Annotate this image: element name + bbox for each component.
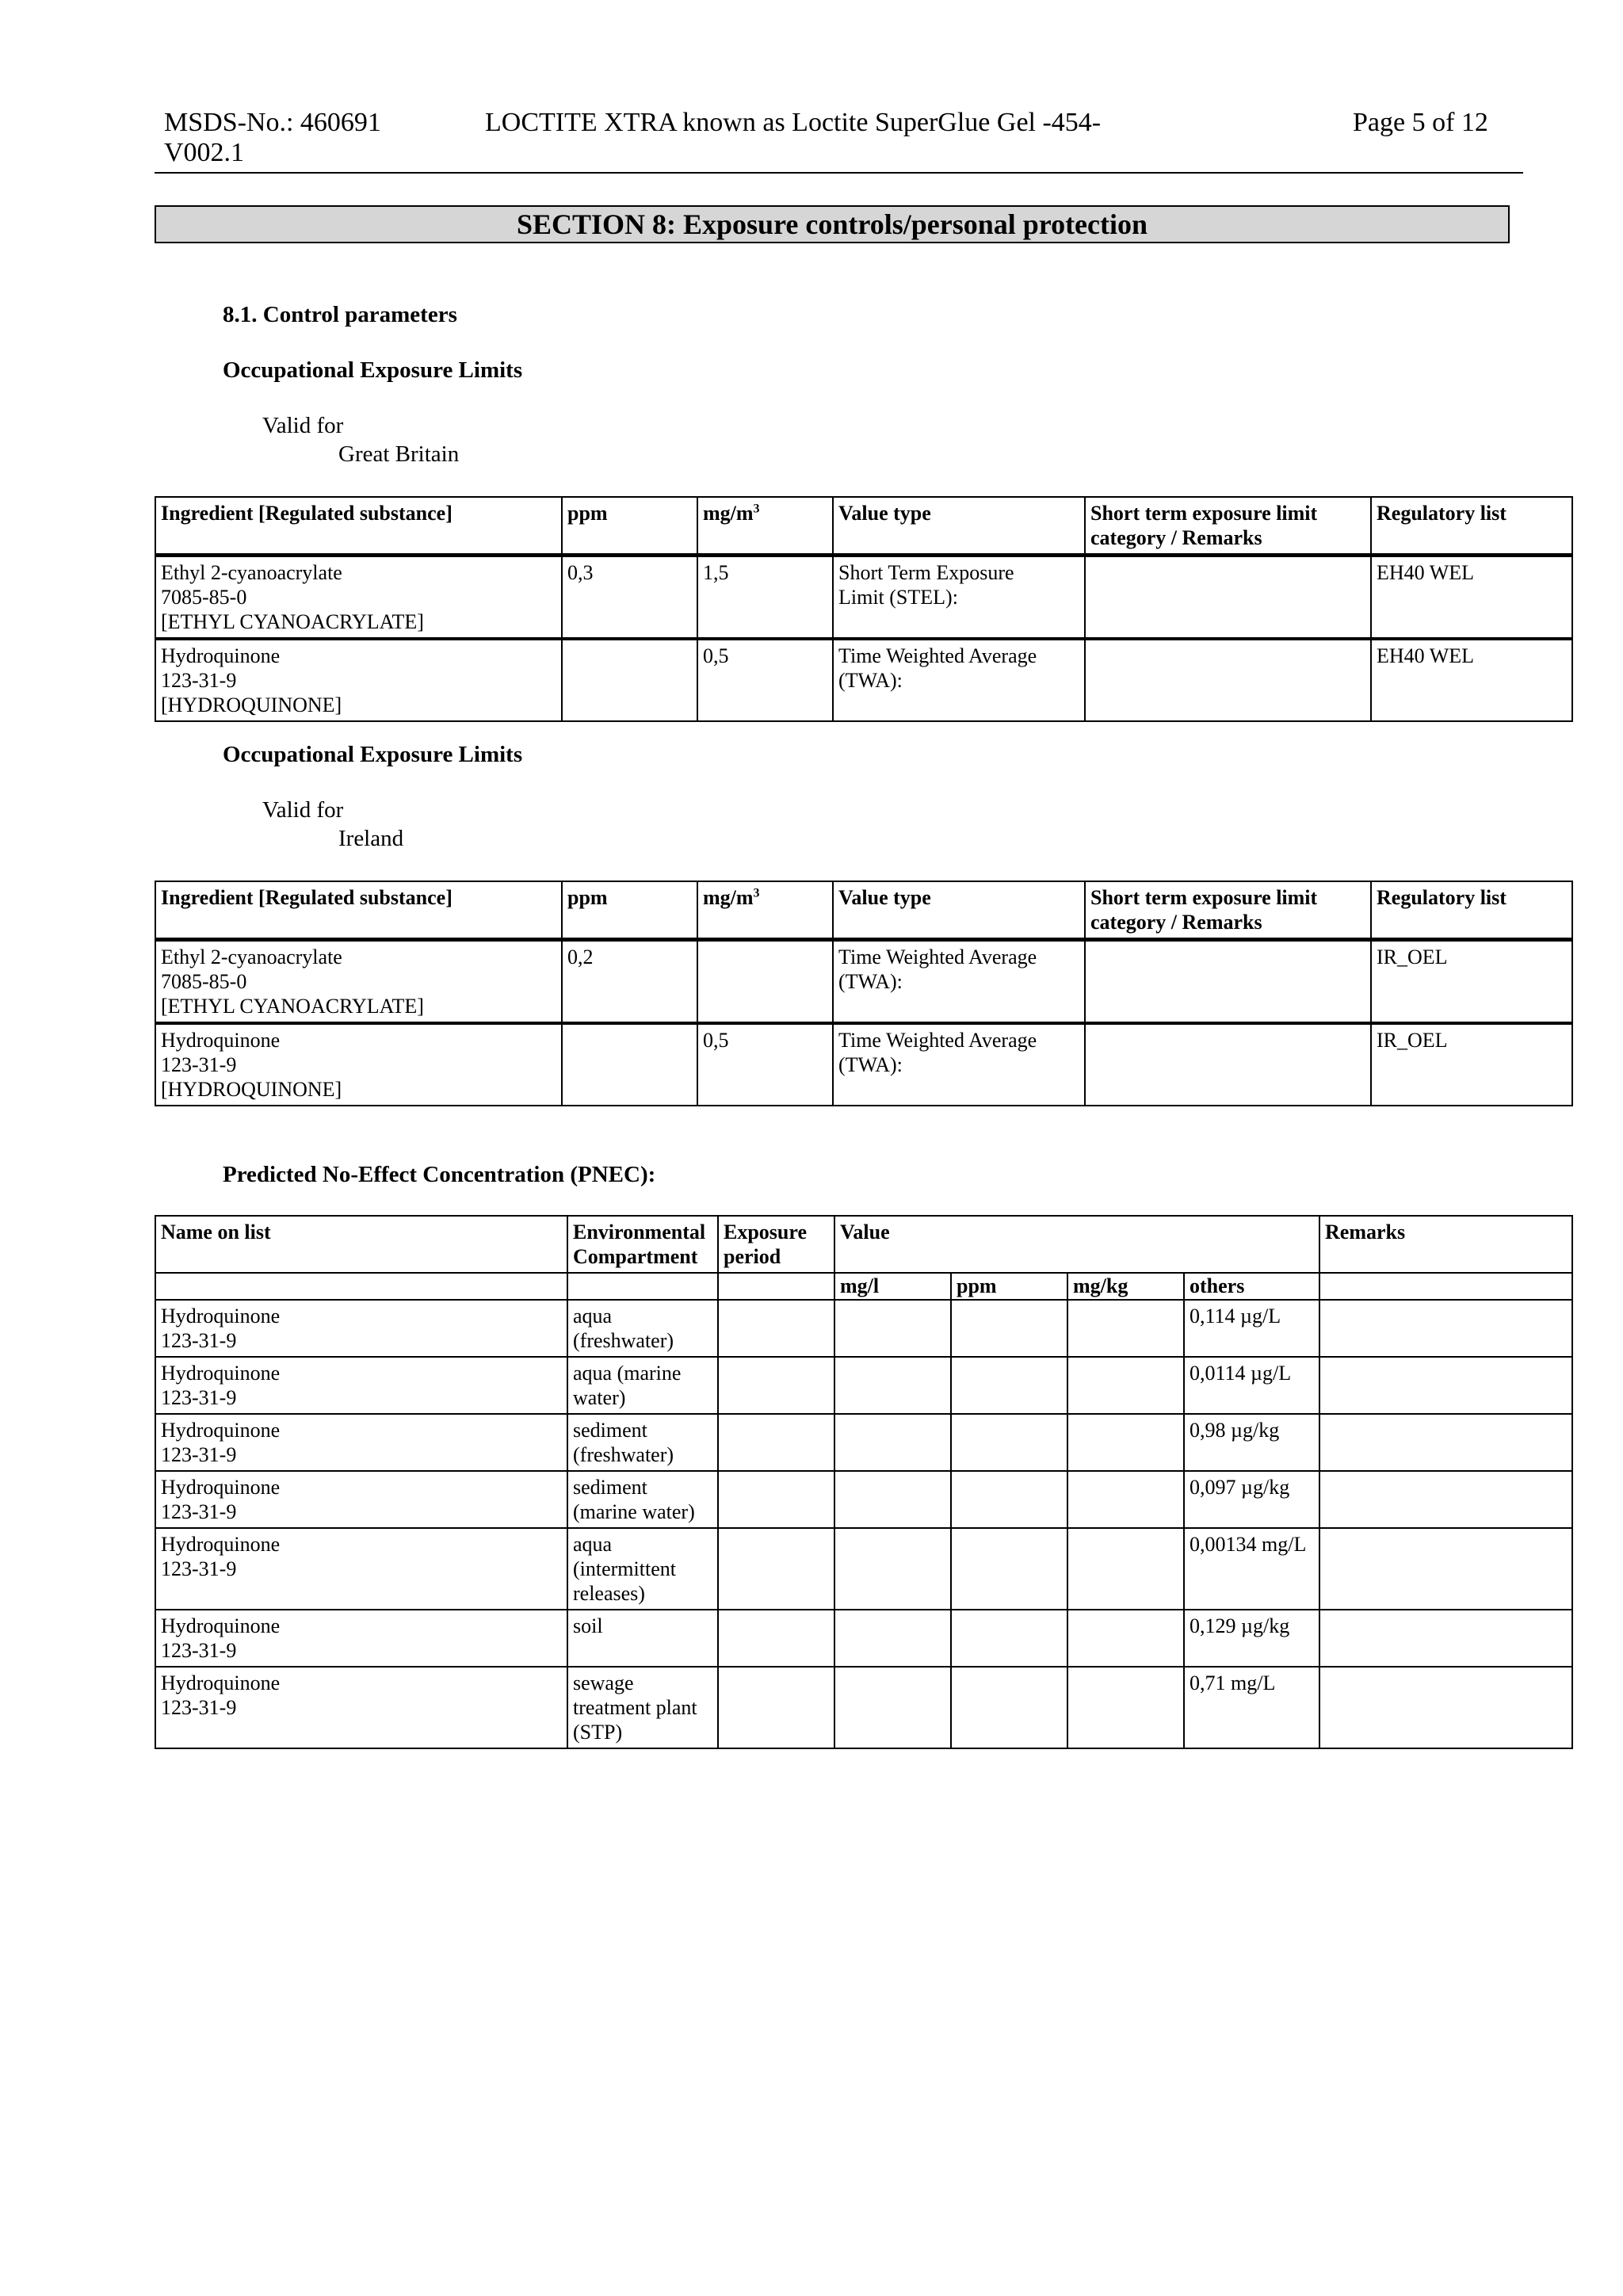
regulatory-cell: EH40 WEL — [1371, 556, 1572, 640]
table-row — [155, 639, 1572, 721]
others-cell: 0,129 µg/kg — [1184, 1610, 1319, 1667]
others-cell: 0,0114 µg/L — [1184, 1357, 1319, 1414]
page-number: Page 5 of 12 — [1353, 108, 1488, 137]
ppm-cell: 0,2 — [562, 940, 697, 1024]
col-stel-remarks: Short term exposure limit category / Remarks — [1085, 881, 1371, 940]
col-value-type: Value type — [833, 881, 1085, 940]
exposure-cell — [718, 1357, 834, 1414]
exposure-cell — [718, 1667, 834, 1748]
others-cell: 0,71 mg/L — [1184, 1667, 1319, 1748]
ppm-cell — [951, 1471, 1067, 1528]
header-divider — [155, 172, 1523, 174]
col-value-type: Value type — [833, 497, 1085, 556]
compartment-cell: sediment (marine water) — [567, 1471, 718, 1528]
col-remarks: Remarks — [1319, 1216, 1572, 1273]
mgm3-cell: 1,5 — [697, 556, 833, 640]
value-type-cell: Short Term Exposure Limit (STEL): — [833, 556, 1085, 640]
compartment-cell: sediment (freshwater) — [567, 1414, 718, 1471]
value-type-cell: Time Weighted Average (TWA): — [833, 1023, 1085, 1106]
mgl-cell — [834, 1610, 951, 1667]
remarks-cell — [1319, 1667, 1572, 1748]
col-mgm3: $mg/m^3$ — [697, 497, 833, 556]
regulatory-cell: IR_OEL — [1371, 940, 1572, 1024]
name-cell: Hydroquinone 123-31-9 — [155, 1357, 567, 1414]
regulatory-cell: IR_OEL — [1371, 1023, 1572, 1106]
table-row — [155, 1300, 1572, 1357]
table-row — [155, 1528, 1572, 1610]
table-row — [155, 1471, 1572, 1528]
ppm-cell: 0,3 — [562, 556, 697, 640]
col-stel-remarks: Short term exposure limit category / Remarks — [1085, 497, 1371, 556]
pnec-heading: Predicted No-Effect Concentration (PNEC): — [223, 1162, 656, 1187]
name-cell: Hydroquinone 123-31-9 — [155, 1528, 567, 1610]
mgkg-cell — [1067, 1667, 1184, 1748]
mgkg-cell — [1067, 1528, 1184, 1610]
mgl-cell — [834, 1471, 951, 1528]
mgkg-cell — [1067, 1300, 1184, 1357]
ppm-cell — [951, 1528, 1067, 1610]
ingredient-cell: Hydroquinone 123-31-9 [HYDROQUINONE] — [155, 639, 562, 721]
regulatory-cell: EH40 WEL — [1371, 639, 1572, 721]
valid-for-label-gb: Valid for — [262, 413, 344, 438]
compartment-cell: aqua (intermittent releases) — [567, 1528, 718, 1610]
exposure-cell — [718, 1528, 834, 1610]
country-gb: Great Britain — [338, 441, 460, 467]
value-type-cell: Time Weighted Average (TWA): — [833, 940, 1085, 1024]
version: V002.1 — [164, 138, 245, 167]
ingredient-cell: Hydroquinone 123-31-9 [HYDROQUINONE] — [155, 1023, 562, 1106]
col-mgkg: mg/kg — [1067, 1273, 1184, 1300]
subsection-title: 8.1. Control parameters — [223, 302, 457, 327]
mgkg-cell — [1067, 1610, 1184, 1667]
table-row — [155, 1023, 1572, 1106]
table-row — [155, 1667, 1572, 1748]
others-cell: 0,00134 mg/L — [1184, 1528, 1319, 1610]
remarks-cell — [1319, 1414, 1572, 1471]
compartment-cell: aqua (marine water) — [567, 1357, 718, 1414]
oel-heading-gb: Occupational Exposure Limits — [223, 357, 523, 383]
col-value: Value — [834, 1216, 1319, 1273]
ingredient-cell: Ethyl 2-cyanoacrylate 7085-85-0 [ETHYL CYANOACRYLATE] — [155, 556, 562, 640]
msds-number: MSDS-No.: 460691 — [164, 108, 381, 137]
others-cell: 0,097 µg/kg — [1184, 1471, 1319, 1528]
name-cell: Hydroquinone 123-31-9 — [155, 1471, 567, 1528]
table-row — [155, 1610, 1572, 1667]
mgkg-cell — [1067, 1357, 1184, 1414]
name-cell: Hydroquinone 123-31-9 — [155, 1610, 567, 1667]
remarks-cell — [1085, 639, 1371, 721]
ppm-cell — [951, 1357, 1067, 1414]
col-ppm: ppm — [951, 1273, 1067, 1300]
country-ie: Ireland — [338, 826, 404, 851]
name-cell: Hydroquinone 123-31-9 — [155, 1300, 567, 1357]
mgl-cell — [834, 1300, 951, 1357]
ppm-cell — [951, 1667, 1067, 1748]
compartment-cell: soil — [567, 1610, 718, 1667]
mgkg-cell — [1067, 1414, 1184, 1471]
remarks-cell — [1319, 1357, 1572, 1414]
col-mgl: mg/l — [834, 1273, 951, 1300]
ppm-cell — [951, 1300, 1067, 1357]
col-regulatory-list: Regulatory list — [1371, 881, 1572, 940]
table-row — [155, 940, 1572, 1024]
mgl-cell — [834, 1414, 951, 1471]
col-ppm: ppm — [562, 497, 697, 556]
compartment-cell: aqua (freshwater) — [567, 1300, 718, 1357]
col-ingredient: Ingredient [Regulated substance] — [155, 497, 562, 556]
table-row — [155, 1414, 1572, 1471]
table-row — [155, 556, 1572, 640]
value-type-cell: Time Weighted Average (TWA): — [833, 639, 1085, 721]
col-ppm: ppm — [562, 881, 697, 940]
col-regulatory-list: Regulatory list — [1371, 497, 1572, 556]
remarks-cell — [1085, 1023, 1371, 1106]
ppm-cell — [951, 1414, 1067, 1471]
section-title: SECTION 8: Exposure controls/personal protection — [155, 205, 1510, 243]
ppm-cell — [951, 1610, 1067, 1667]
product-name: LOCTITE XTRA known as Loctite SuperGlue Gel -454- — [485, 108, 1102, 137]
others-cell: 0,98 µg/kg — [1184, 1414, 1319, 1471]
col-environmental-compartment: Environmental Compartment — [567, 1216, 718, 1273]
mgl-cell — [834, 1528, 951, 1610]
col-ingredient: Ingredient [Regulated substance] — [155, 881, 562, 940]
mgkg-cell — [1067, 1471, 1184, 1528]
table-row — [155, 1357, 1572, 1414]
name-cell: Hydroquinone 123-31-9 — [155, 1667, 567, 1748]
mgm3-cell — [697, 940, 833, 1024]
ppm-cell — [562, 1023, 697, 1106]
remarks-cell — [1319, 1300, 1572, 1357]
pnec-table — [155, 1215, 1573, 1749]
remarks-cell — [1319, 1610, 1572, 1667]
exposure-cell — [718, 1610, 834, 1667]
mgl-cell — [834, 1667, 951, 1748]
col-name-on-list: Name on list — [155, 1216, 567, 1273]
compartment-cell: sewage treatment plant (STP) — [567, 1667, 718, 1748]
remarks-cell — [1085, 940, 1371, 1024]
others-cell: 0,114 µg/L — [1184, 1300, 1319, 1357]
ingredient-cell: Ethyl 2-cyanoacrylate 7085-85-0 [ETHYL CYANOACRYLATE] — [155, 940, 562, 1024]
oel-heading-ie: Occupational Exposure Limits — [223, 742, 523, 767]
remarks-cell — [1319, 1528, 1572, 1610]
remarks-cell — [1319, 1471, 1572, 1528]
mgm3-cell: 0,5 — [697, 639, 833, 721]
mgl-cell — [834, 1357, 951, 1414]
exposure-cell — [718, 1414, 834, 1471]
remarks-cell — [1085, 556, 1371, 640]
name-cell: Hydroquinone 123-31-9 — [155, 1414, 567, 1471]
oel-table-gb — [155, 496, 1573, 722]
valid-for-label-ie: Valid for — [262, 797, 344, 823]
mgm3-cell: 0,5 — [697, 1023, 833, 1106]
ppm-cell — [562, 639, 697, 721]
col-exposure-period: Exposure period — [718, 1216, 834, 1273]
exposure-cell — [718, 1471, 834, 1528]
oel-table-ie — [155, 881, 1573, 1106]
col-others: others — [1184, 1273, 1319, 1300]
col-mgm3: $mg/m^3$ — [697, 881, 833, 940]
exposure-cell — [718, 1300, 834, 1357]
